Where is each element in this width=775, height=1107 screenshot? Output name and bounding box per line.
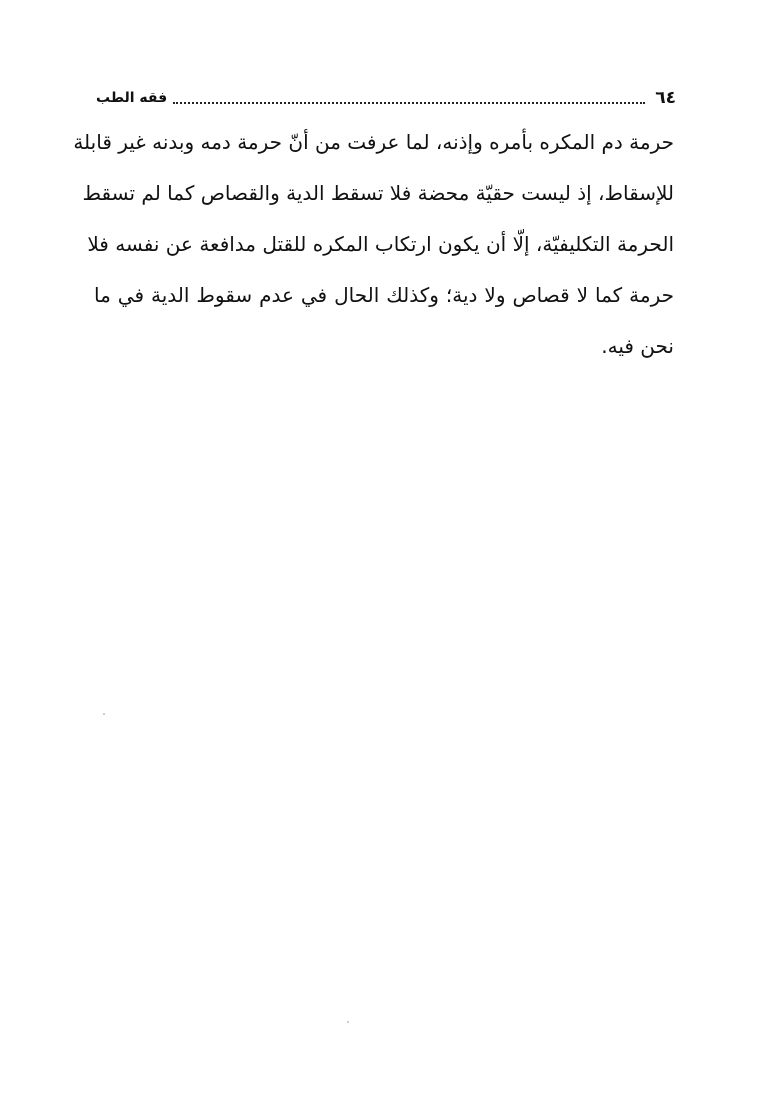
- running-header: [96, 82, 676, 108]
- dot-leader: [173, 102, 645, 104]
- body-paragraph: [73, 125, 674, 380]
- scan-speck: [347, 1021, 349, 1023]
- text-line: الحرمة التكليفيّة، إلّا أن يكون ارتكاب المكره للقتل مدافعة عن نفسه فلا: [87, 232, 674, 256]
- page-number: ٦٤: [655, 88, 676, 108]
- text-line: حرمة دم المكره بأمره وإذنه، لما عرفت من أنّ حرمة دمه وبدنه غير قابلة: [73, 130, 674, 154]
- scan-speck: [103, 713, 105, 715]
- running-title: فقه الطب: [96, 90, 168, 106]
- text-line: نحن فيه.: [601, 334, 674, 358]
- text-line: للإسقاط، إذ ليست حقيّة محضة فلا تسقط الدية والقصاص كما لم تسقط: [82, 181, 674, 205]
- text-line: حرمة كما لا قصاص ولا دية؛ وكذلك الحال في عدم سقوط الدية في ما: [94, 283, 674, 307]
